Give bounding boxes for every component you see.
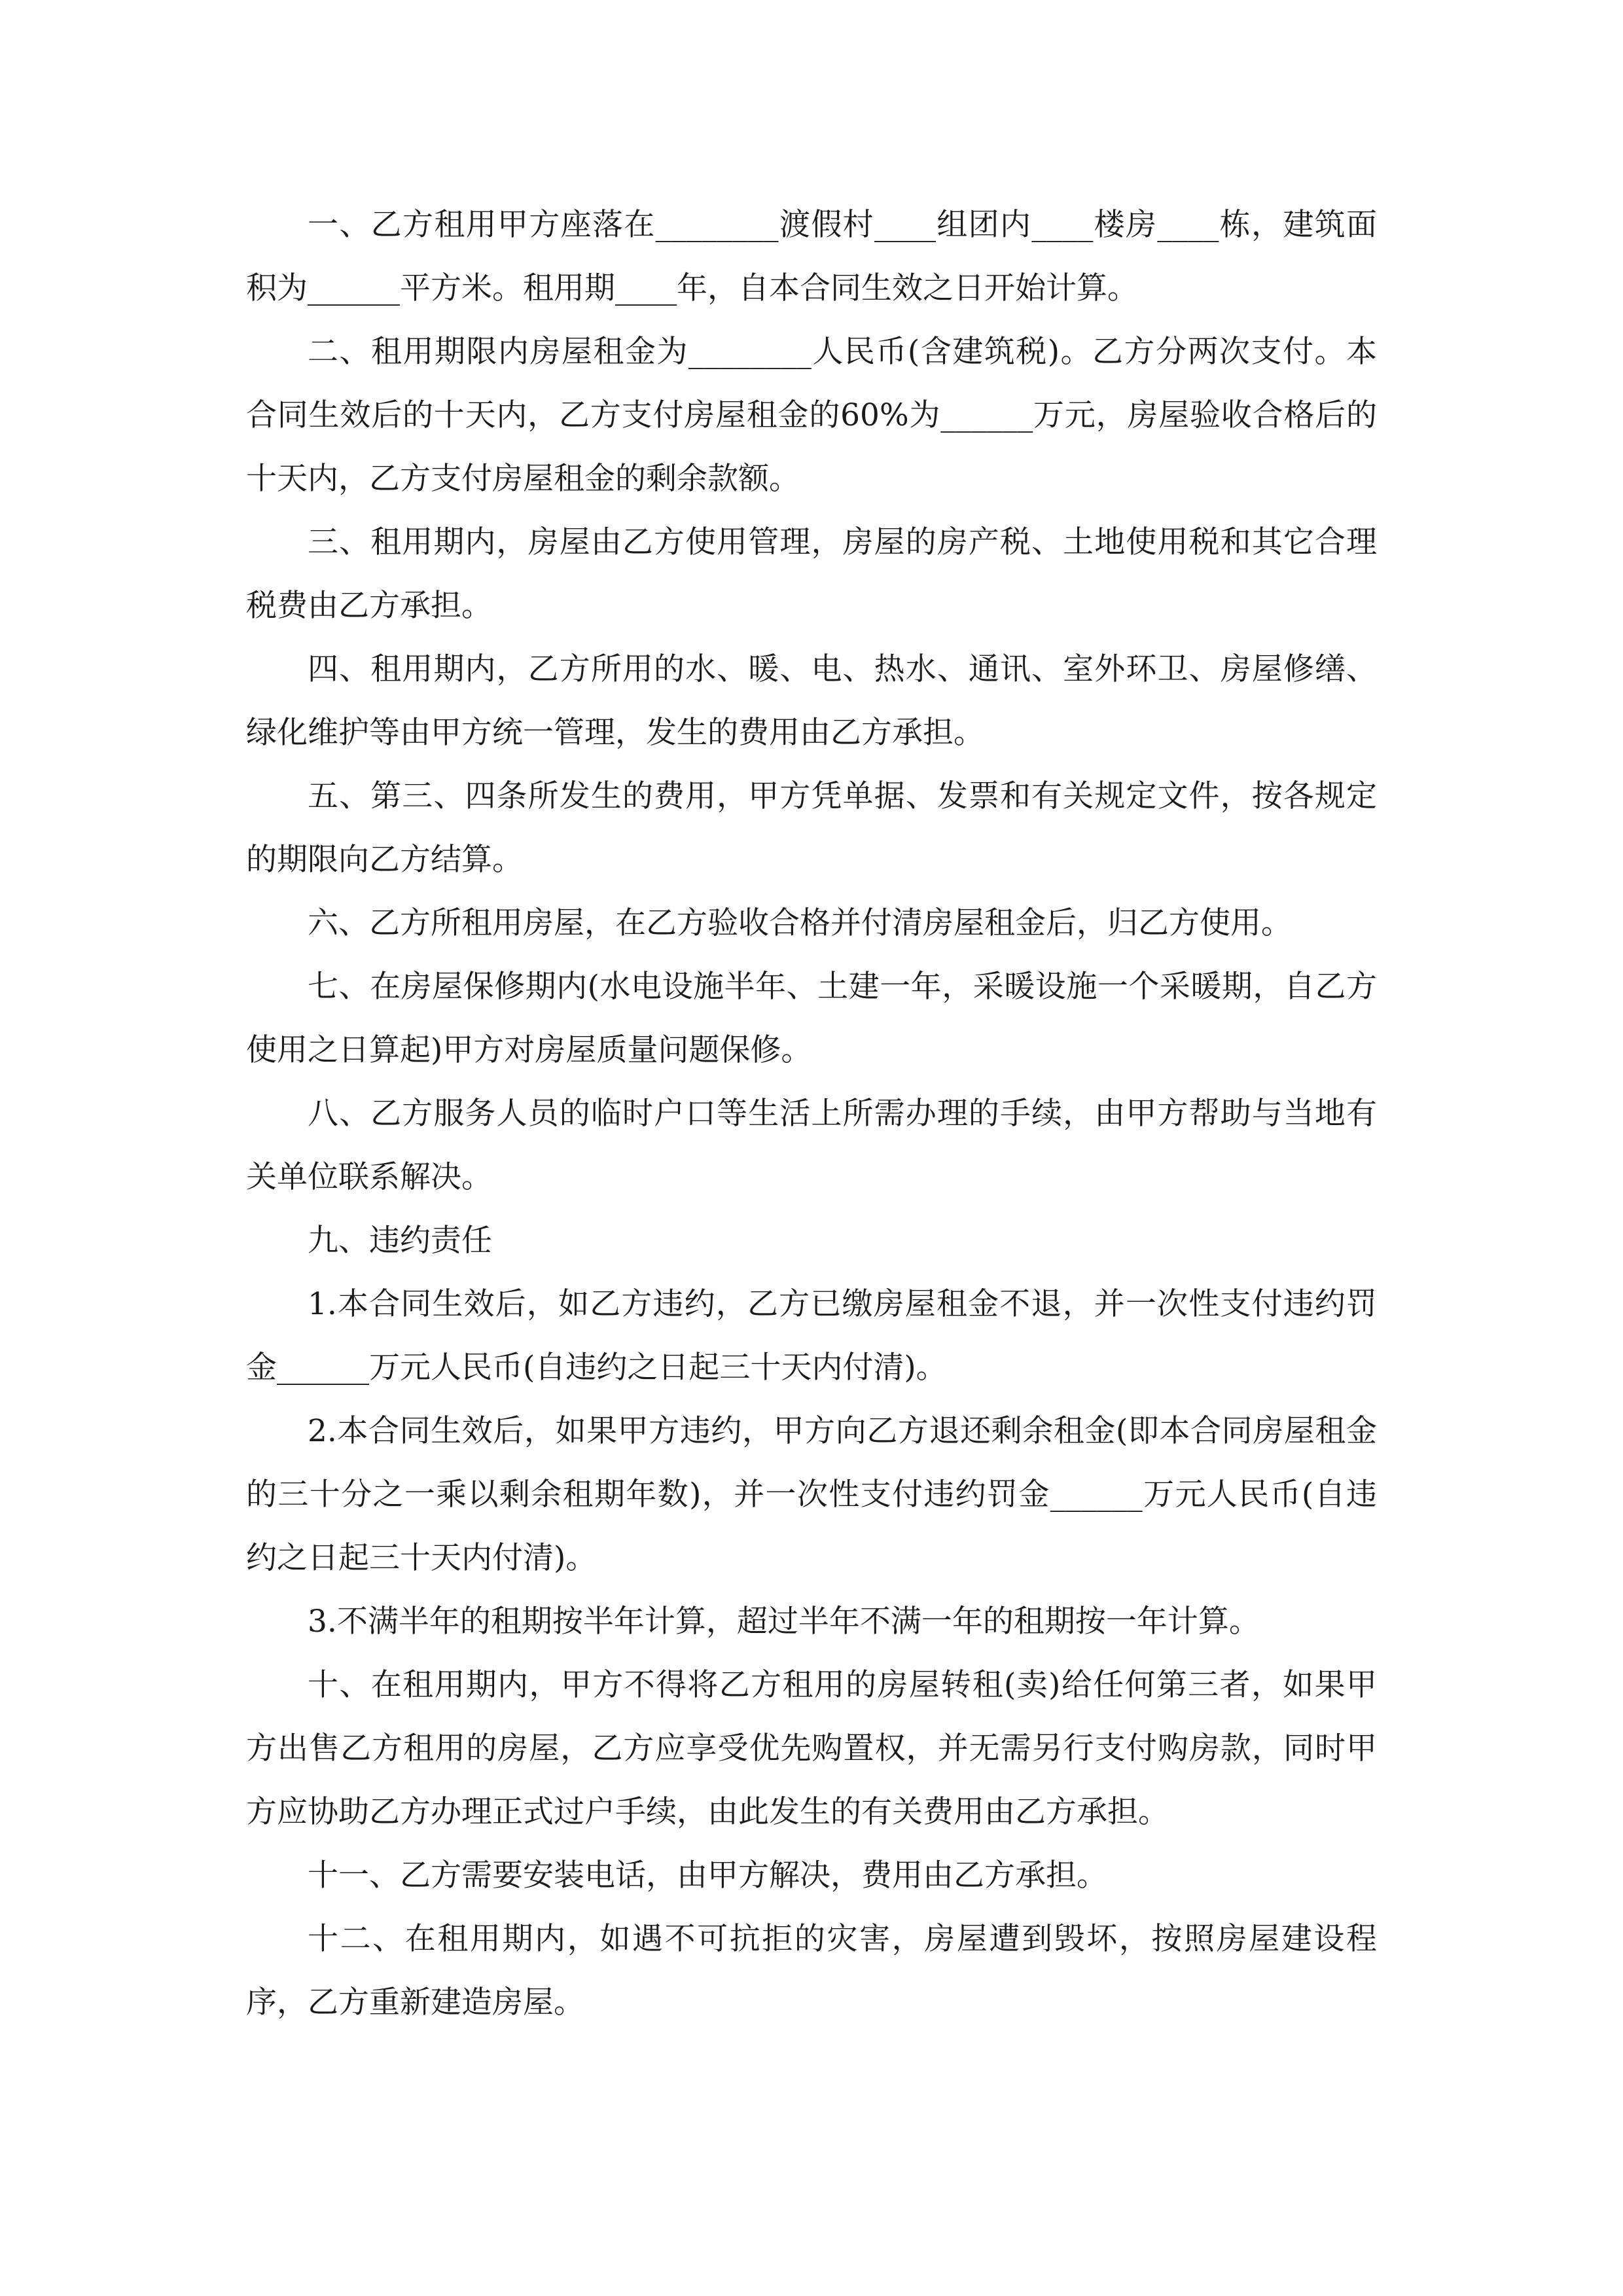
clause-9-item-3: 3.不满半年的租期按半年计算，超过半年不满一年的租期按一年计算。 <box>308 1604 1260 1640</box>
clause-2: 二、租用期限内房屋租金为________人民币(含建筑税)。乙方分两次支付。本合同生效后的十天内，乙方支付房屋租金的60%为______万元，房屋验收合格后的十天内，乙方支付房屋租金的剩余款额。 <box>246 334 1377 497</box>
clause-8: 八、乙方服务人员的临时户口等生活上所需办理的手续，由甲方帮助与当地有关单位联系解决。 <box>246 1096 1377 1195</box>
clause-11: 十一、乙方需要安装电话，由甲方解决，费用由乙方承担。 <box>308 1857 1107 1893</box>
clause-9-item-1: 1.本合同生效后，如乙方违约，乙方已缴房屋租金不退，并一次性支付违约罚金______万元人民币(自违约之日起三十天内付清)。 <box>246 1286 1377 1386</box>
clause-6: 六、乙方所租用房屋，在乙方验收合格并付清房屋租金后，归乙方使用。 <box>308 905 1292 941</box>
clause-5: 五、第三、四条所发生的费用，甲方凭单据、发票和有关规定文件，按各规定的期限向乙方结算。 <box>246 778 1377 878</box>
document-body <box>246 193 1377 2034</box>
clause-12: 十二、在租用期内，如遇不可抗拒的灾害，房屋遭到毁坏，按照房屋建设程序，乙方重新建造房屋。 <box>246 1921 1377 2020</box>
clause-9-heading: 九、违约责任 <box>308 1223 492 1259</box>
clause-1: 一、乙方租用甲方座落在________渡假村____组团内____楼房____栋，建筑面积为______平方米。租用期____年，自本合同生效之日开始计算。 <box>246 207 1377 306</box>
clause-3: 三、租用期内，房屋由乙方使用管理，房屋的房产税、土地使用税和其它合理税费由乙方承担。 <box>246 524 1377 624</box>
clause-7: 七、在房屋保修期内(水电设施半年、土建一年，采暖设施一个采暖期，自乙方使用之日算起)甲方对房屋质量问题保修。 <box>246 969 1377 1068</box>
clause-10: 十、在租用期内，甲方不得将乙方租用的房屋转租(卖)给任何第三者，如果甲方出售乙方租用的房屋，乙方应享受优先购置权，并无需另行支付购房款，同时甲方应协助乙方办理正式过户手续，由此发生的有关费用由乙方承担。 <box>246 1667 1377 1830</box>
clause-4: 四、租用期内，乙方所用的水、暖、电、热水、通讯、室外环卫、房屋修缮、绿化维护等由甲方统一管理，发生的费用由乙方承担。 <box>246 651 1377 751</box>
clause-9-item-2: 2.本合同生效后，如果甲方违约，甲方向乙方退还剩余租金(即本合同房屋租金的三十分之一乘以剩余租期年数)，并一次性支付违约罚金______万元人民币(自违约之日起三十天内付清)。 <box>246 1413 1377 1576</box>
